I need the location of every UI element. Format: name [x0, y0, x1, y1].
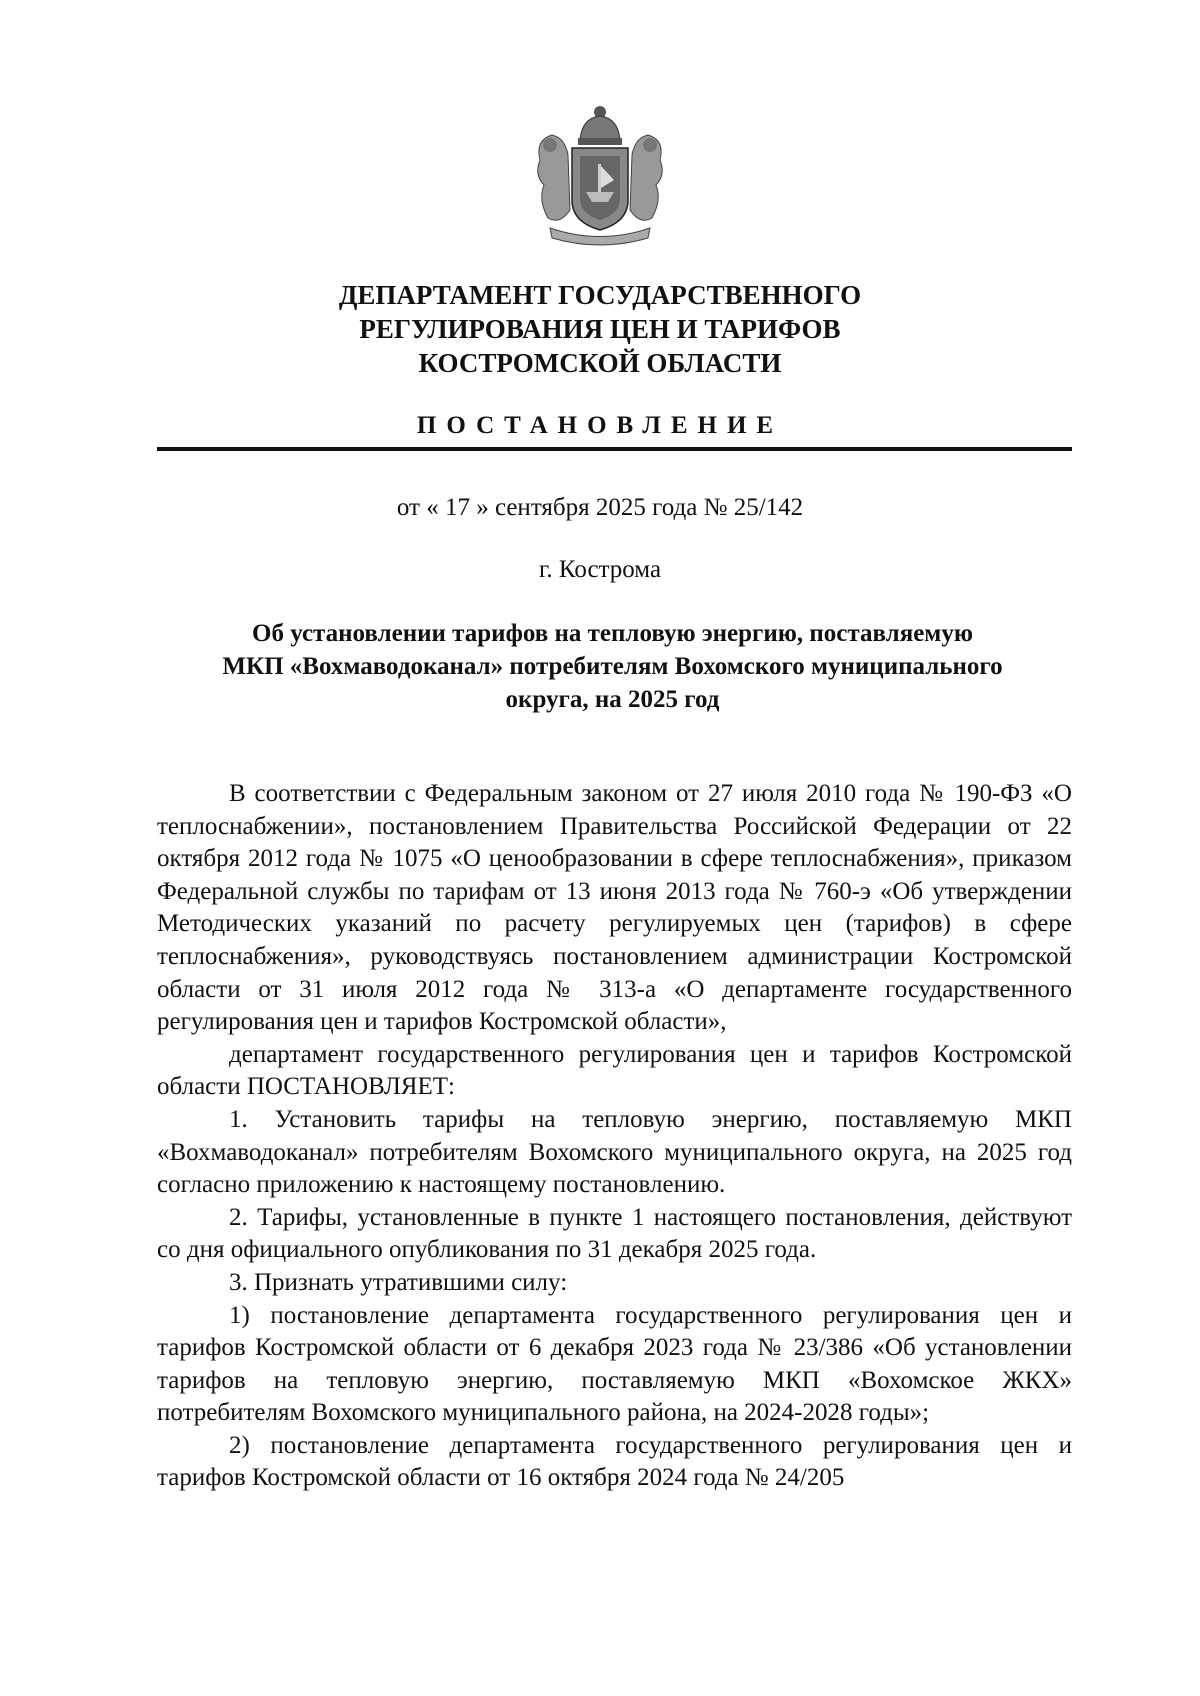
- body-paragraph: 3. Признать утратившими силу:: [229, 1268, 568, 1296]
- document-city: г. Кострома: [538, 556, 662, 583]
- title-line-1: Об установлении тарифов на тепловую энергию, поставляемую: [252, 620, 973, 647]
- title-line-2: МКП «Вохмаводоканал» потребителям Вохомского муниципального: [222, 653, 1003, 680]
- department-line-2: РЕГУЛИРОВАНИЯ ЦЕН И ТАРИФОВ: [359, 314, 841, 344]
- body-paragraph: 2) постановление департамента государственного регулирования цен и тарифов Костромской области от 16 октября 2024 года № 24/205: [157, 1431, 1072, 1492]
- department-name: [0, 278, 1200, 380]
- document-body: [157, 778, 1072, 1495]
- body-paragraph: 1. Установить тарифы на тепловую энергию, поставляемую МКП «Вохмаводоканал» потребителям Вохомского муниципального округа, на 2025 год согласно приложению к настоящему постановлению.: [157, 1105, 1072, 1199]
- header-divider: [157, 447, 1072, 451]
- body-paragraph: 1) постановление департамента государственного регулирования цен и тарифов Костромской области от 6 декабря 2023 года № 23/386 «Об установлении тарифов на тепловую энергию, поставляемую МКП «Вохомское ЖКХ» потребителям Вохомского муниципального района, на 2024-2028 годы»;: [157, 1301, 1072, 1427]
- body-paragraph: В соответствии с Федеральным законом от 27 июля 2010 года № 190-ФЗ «О теплоснабжении», постановлением Правительства Российской Федерации от 22 октября 2012 года № 1075 «О ценообразовании в сфере теплоснабжения», приказом Федеральной службы по тарифам от 13 июня 2013 года № 760-э «Об утверждении Методических указаний по расчету регулируемых цен (тарифов) в сфере теплоснабжения», руководствуясь постановлением администрации Костромской области от 31 июля 2012 года № 313-а «О департаменте государственного регулирования цен и тарифов Костромской области»,: [157, 780, 1072, 1036]
- document-date-number: от « 17 » сентября 2025 года № 25/142: [396, 494, 804, 521]
- coat-of-arms-icon: [530, 100, 670, 250]
- body-paragraph: 2. Тарифы, установленные в пункте 1 настоящего постановления, действуют со дня официального опубликования по 31 декабря 2025 года.: [157, 1203, 1072, 1264]
- document-type: ПОСТАНОВЛЕНИЕ: [416, 412, 784, 439]
- body-paragraph: департамент государственного регулирования цен и тарифов Костромской области ПОСТАНОВЛЯЕТ:: [157, 1040, 1072, 1101]
- department-line-1: ДЕПАРТАМЕНТ ГОСУДАРСТВЕННОГО: [338, 280, 862, 310]
- title-line-3: округа, на 2025 год: [505, 686, 720, 713]
- department-line-3: КОСТРОМСКОЙ ОБЛАСТИ: [418, 348, 782, 378]
- document-title: [150, 617, 1075, 716]
